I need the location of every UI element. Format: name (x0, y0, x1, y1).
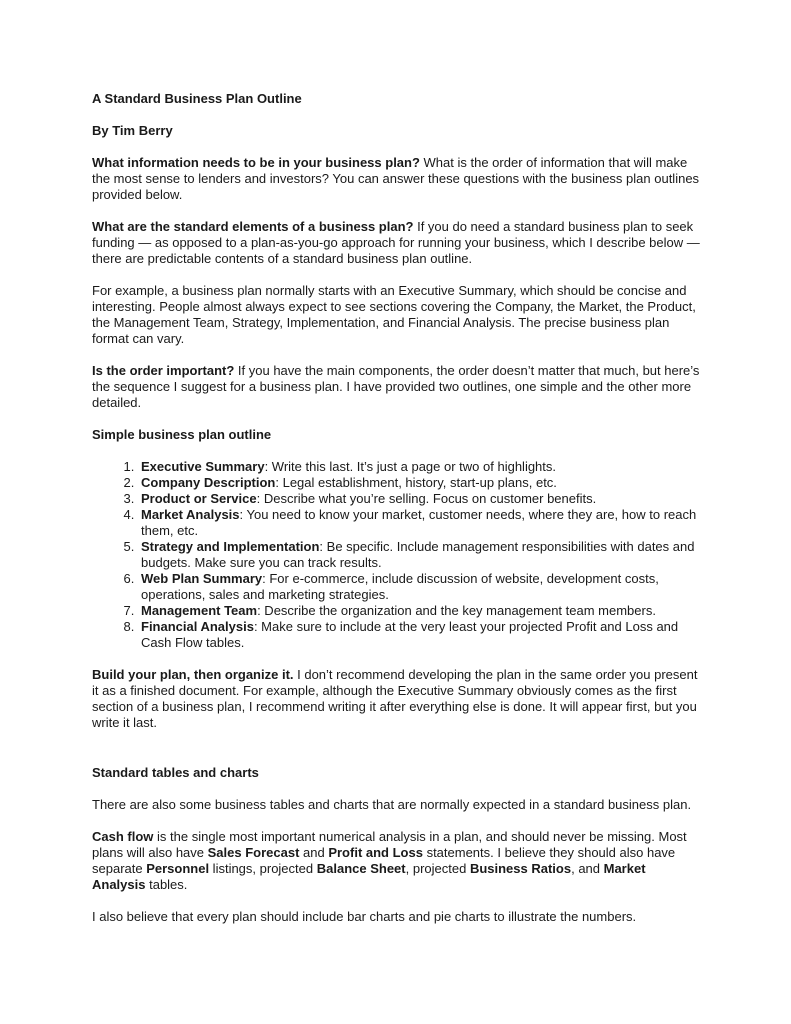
text-run-bold: What are the standard elements of a business plan? (92, 219, 418, 234)
text-run-bold: Is the order important? (92, 363, 238, 378)
text-run-bold: Strategy and Implementation (141, 539, 320, 554)
text-run-bold: Market Analysis (141, 507, 240, 522)
list-item-market-analysis (138, 507, 700, 539)
text-run: : Write this last. It’s just a page or two of highlights. (264, 459, 557, 474)
document-title: A Standard Business Plan Outline (92, 91, 302, 106)
text-run: tables. (145, 877, 188, 892)
text-run-bold: Product or Service (141, 491, 257, 506)
text-run: : Legal establishment, history, start-up plans, etc. (275, 475, 557, 490)
paragraph-cash-flow (92, 829, 700, 893)
text-run-bold: Management Team (141, 603, 258, 618)
text-run-bold: Sales Forecast (207, 845, 300, 860)
heading-standard-tables: Standard tables and charts (92, 765, 259, 780)
text-run: : Describe the organization and the key management team members. (257, 603, 656, 618)
text-run: : You need to know your market, customer needs, where they are, how to reach them, etc. (141, 507, 697, 538)
text-run: For example, a business plan normally starts with an Executive Summary, which should be concise and interesting. People almost always expect to see sections covering the Company, the Market, the Product, the Management Team, Strategy, Implementation, and Financial Analysis. The precise business plan format can vary. (92, 283, 696, 346)
list-item-management-team (138, 603, 700, 619)
text-run-bold: Cash flow (92, 829, 154, 844)
text-run-bold: Profit and Loss (328, 845, 423, 860)
paragraph-standard-elements (92, 219, 700, 267)
text-run: statements. I believe they should also have separate (92, 845, 676, 876)
paragraph-order-important (92, 363, 700, 411)
paragraph-build-plan (92, 667, 700, 731)
list-item-web-plan-summary (138, 571, 700, 603)
document-byline: By Tim Berry (92, 123, 173, 138)
text-run-bold: Balance Sheet (316, 861, 406, 876)
text-run: I don’t recommend developing the plan in the same order you present it as a finished document. For example, although the Executive Summary obviously comes as the first section of a business plan, I recommend writing it after everything else is done. It will appear first, but you write it last. (92, 667, 698, 730)
paragraph-info-question (92, 155, 700, 203)
list-item-financial-analysis (138, 619, 700, 651)
text-run-bold: What information needs to be in your business plan? (92, 155, 424, 170)
paragraph-example (92, 283, 700, 347)
simple-outline-list (92, 459, 700, 651)
text-run-bold: Build your plan, then organize it. (92, 667, 298, 682)
text-run-bold: Personnel (146, 861, 210, 876)
text-run: I also believe that every plan should include bar charts and pie charts to illustrate the numbers. (92, 909, 637, 924)
text-run: , projected (405, 861, 470, 876)
text-run-bold: Financial Analysis (141, 619, 254, 634)
text-run: If you do need a standard business plan to seek funding — as opposed to a plan-as-you-go approach for running your business, which I describe below — there are predictable contents of a standard business plan outline. (92, 219, 700, 266)
document-content (92, 91, 700, 941)
text-run: : Make sure to include at the very least your projected Profit and Loss and Cash Flow tables. (141, 619, 679, 650)
text-run: : Be specific. Include management responsibilities with dates and budgets. Make sure you can track results. (141, 539, 695, 570)
list-item-company-description (138, 475, 700, 491)
paragraph-tables-intro (92, 797, 700, 813)
heading-simple-outline: Simple business plan outline (92, 427, 272, 442)
list-item-strategy-implementation (138, 539, 700, 571)
list-item-executive-summary (138, 459, 700, 475)
text-run: and (299, 845, 329, 860)
text-run: What is the order of information that will make the most sense to lenders and investors? You can answer these questions with the business plan outlines provided below. (92, 155, 700, 202)
list-item-product-or-service (138, 491, 700, 507)
text-run-bold: Market Analysis (92, 861, 646, 892)
text-run-bold: Company Description (141, 475, 276, 490)
text-run: : For e-commerce, include discussion of website, development costs, operations, sales and marketing strategies. (141, 571, 659, 602)
text-run-bold: Business Ratios (469, 861, 572, 876)
paragraph-charts (92, 909, 700, 925)
text-run: : Describe what you’re selling. Focus on customer benefits. (256, 491, 597, 506)
text-run: listings, projected (209, 861, 317, 876)
text-run-bold: Web Plan Summary (141, 571, 263, 586)
text-run-bold: Executive Summary (141, 459, 265, 474)
text-run: , and (571, 861, 604, 876)
text-run: If you have the main components, the order doesn’t matter that much, but here’s the sequence I suggest for a business plan. I have provided two outlines, one simple and the other more detailed. (92, 363, 700, 410)
text-run: is the single most important numerical analysis in a plan, and should never be missing. Most plans will also have (92, 829, 687, 860)
text-run: There are also some business tables and charts that are normally expected in a standard business plan. (92, 797, 692, 812)
